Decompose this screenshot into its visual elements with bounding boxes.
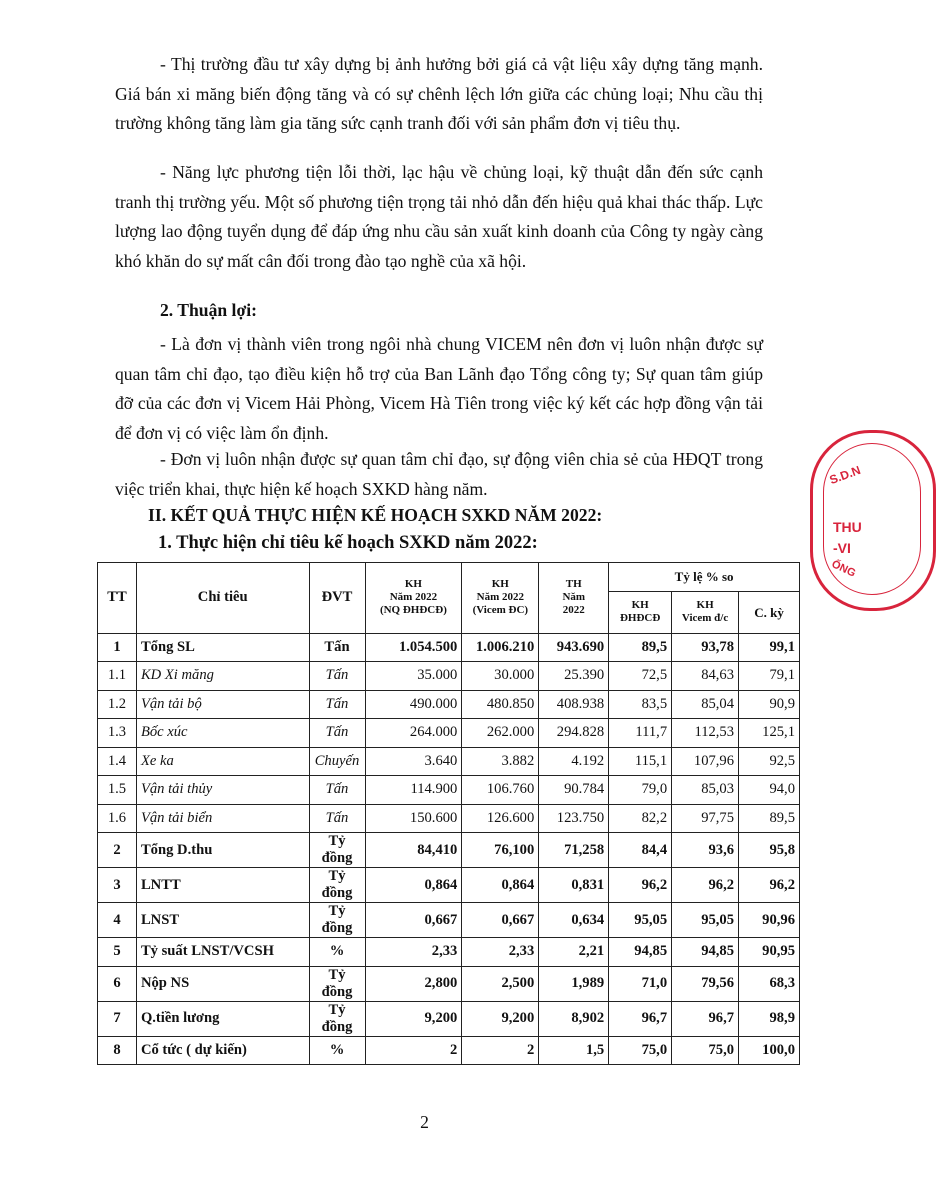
cell-unit: Tỷ đồng <box>309 868 365 903</box>
table-row <box>98 747 800 776</box>
cell-ratio-ck: 79,1 <box>739 662 800 691</box>
cell-kh-vicem: 9,200 <box>462 1001 539 1036</box>
header-tt: TT <box>98 563 137 634</box>
cell-th: 0,831 <box>539 868 609 903</box>
cell-th: 4.192 <box>539 747 609 776</box>
cell-th: 0,634 <box>539 903 609 938</box>
cell-ratio-ck: 98,9 <box>739 1001 800 1036</box>
cell-ratio-vicem: 107,96 <box>672 747 739 776</box>
paragraph-market-impact: - Thị trường đầu tư xây dựng bị ảnh hưởng bởi giá cả vật liệu xây dựng tăng mạnh. Giá bán xi măng biến động tăng và có sự chênh lệch lớn giữa các chủng loại; Nhu cầu thị trường không tăng làm gia tăng sức cạnh tranh đối với sản phẩm đơn vị tiêu thụ. <box>115 54 763 133</box>
cell-unit: Tấn <box>309 690 365 719</box>
paragraph-board-support: - Đơn vị luôn nhận được sự quan tâm chỉ đạo, sự động viên chia sẻ của HĐQT trong việc triển khai, thực hiện kế hoạch SXKD hàng năm. <box>115 449 763 499</box>
cell-kh-nq: 2,33 <box>365 938 462 967</box>
cell-kh-vicem: 1.006.210 <box>462 633 539 662</box>
cell-tt: 1.2 <box>98 690 137 719</box>
cell-ratio-vicem: 93,78 <box>672 633 739 662</box>
cell-kh-vicem: 2 <box>462 1036 539 1065</box>
cell-kh-vicem: 262.000 <box>462 719 539 748</box>
cell-indicator: LNST <box>136 903 309 938</box>
cell-ratio-dhdcd: 82,2 <box>609 804 672 833</box>
cell-ratio-dhdcd: 71,0 <box>609 966 672 1001</box>
cell-ratio-vicem: 95,05 <box>672 903 739 938</box>
cell-ratio-dhdcd: 72,5 <box>609 662 672 691</box>
cell-ratio-ck: 95,8 <box>739 833 800 868</box>
cell-indicator: Vận tải biển <box>136 804 309 833</box>
cell-th: 1,5 <box>539 1036 609 1065</box>
cell-ratio-ck: 125,1 <box>739 719 800 748</box>
cell-kh-vicem: 2,33 <box>462 938 539 967</box>
cell-ratio-ck: 90,9 <box>739 690 800 719</box>
cell-indicator: Vận tải bộ <box>136 690 309 719</box>
cell-ratio-vicem: 96,2 <box>672 868 739 903</box>
cell-tt: 1 <box>98 633 137 662</box>
cell-tt: 8 <box>98 1036 137 1065</box>
cell-ratio-ck: 68,3 <box>739 966 800 1001</box>
table-row <box>98 719 800 748</box>
cell-kh-vicem: 2,500 <box>462 966 539 1001</box>
cell-tt: 2 <box>98 833 137 868</box>
header-kh-nq-bottom: (NQ ĐHĐCĐ) <box>379 604 447 617</box>
header-kh-nq-mid: Năm 2022 <box>389 591 438 604</box>
cell-kh-nq: 0,864 <box>365 868 462 903</box>
cell-tt: 1.6 <box>98 804 137 833</box>
cell-ratio-dhdcd: 111,7 <box>609 719 672 748</box>
cell-indicator: LNTT <box>136 868 309 903</box>
header-th-mid: Năm <box>562 591 586 604</box>
cell-ratio-vicem: 85,03 <box>672 776 739 805</box>
cell-th: 71,258 <box>539 833 609 868</box>
cell-unit: Tỷ đồng <box>309 903 365 938</box>
cell-th: 90.784 <box>539 776 609 805</box>
table-row <box>98 776 800 805</box>
cell-indicator: Xe ka <box>136 747 309 776</box>
cell-ratio-dhdcd: 96,7 <box>609 1001 672 1036</box>
cell-indicator: Vận tải thủy <box>136 776 309 805</box>
cell-tt: 1.3 <box>98 719 137 748</box>
cell-kh-nq: 84,410 <box>365 833 462 868</box>
table-row <box>98 690 800 719</box>
cell-ratio-ck: 100,0 <box>739 1036 800 1065</box>
cell-kh-vicem: 0,864 <box>462 868 539 903</box>
header-ratio-vicem-bottom: Vicem đ/c <box>681 612 729 624</box>
table-row <box>98 633 800 662</box>
results-table <box>97 562 800 1065</box>
table-row <box>98 966 800 1001</box>
header-kh-nq-top: KH <box>404 578 422 591</box>
seal-text-middle-1: THU <box>833 519 862 535</box>
cell-kh-nq: 9,200 <box>365 1001 462 1036</box>
cell-kh-nq: 264.000 <box>365 719 462 748</box>
cell-kh-nq: 35.000 <box>365 662 462 691</box>
page-number: 2 <box>420 1112 429 1132</box>
cell-unit: Tỷ đồng <box>309 833 365 868</box>
cell-ratio-ck: 94,0 <box>739 776 800 805</box>
cell-unit: Tấn <box>309 776 365 805</box>
cell-indicator: Nộp NS <box>136 966 309 1001</box>
table-row <box>98 868 800 903</box>
cell-ratio-vicem: 112,53 <box>672 719 739 748</box>
cell-ratio-vicem: 85,04 <box>672 690 739 719</box>
cell-kh-vicem: 76,100 <box>462 833 539 868</box>
cell-ratio-ck: 89,5 <box>739 804 800 833</box>
cell-ratio-dhdcd: 94,85 <box>609 938 672 967</box>
cell-kh-nq: 0,667 <box>365 903 462 938</box>
cell-kh-vicem: 126.600 <box>462 804 539 833</box>
header-ratio-vicem <box>672 591 739 633</box>
cell-tt: 1.5 <box>98 776 137 805</box>
header-kh-vicem-mid: Năm 2022 <box>476 591 524 604</box>
header-ratio-ck: C. kỳ <box>739 591 800 633</box>
header-ratio-dhdcd <box>609 591 672 633</box>
cell-th: 294.828 <box>539 719 609 748</box>
cell-th: 408.938 <box>539 690 609 719</box>
header-kh-nq <box>365 563 462 634</box>
cell-kh-vicem: 3.882 <box>462 747 539 776</box>
cell-unit: % <box>309 1036 365 1065</box>
cell-unit: Tấn <box>309 633 365 662</box>
header-ratio-dhdcd-top: KH <box>631 599 649 611</box>
cell-unit: Tỷ đồng <box>309 1001 365 1036</box>
cell-ratio-ck: 90,96 <box>739 903 800 938</box>
cell-kh-nq: 3.640 <box>365 747 462 776</box>
cell-indicator: Q.tiền lương <box>136 1001 309 1036</box>
cell-indicator: Tổng SL <box>136 633 309 662</box>
cell-tt: 1.1 <box>98 662 137 691</box>
cell-kh-nq: 1.054.500 <box>365 633 462 662</box>
heading-section-ii: II. KẾT QUẢ THỰC HIỆN KẾ HOẠCH SXKD NĂM 2022: <box>148 505 603 525</box>
cell-ratio-dhdcd: 89,5 <box>609 633 672 662</box>
cell-ratio-ck: 99,1 <box>739 633 800 662</box>
header-kh-vicem-bottom: (Vicem ĐC) <box>472 604 529 617</box>
header-indicator: Chỉ tiêu <box>136 563 309 634</box>
cell-th: 8,902 <box>539 1001 609 1036</box>
paragraph-capacity: - Năng lực phương tiện lỗi thời, lạc hậu về chủng loại, kỹ thuật dẫn đến sức cạnh tranh thị trường yếu. Một số phương tiện trọng tải nhỏ dẫn đến hiệu quả khai thác thấp. Lực lượng lao động tuyển dụng để đáp ứng nhu cầu sản xuất kinh doanh của Công ty ngày càng khó khăn do sự mất cân đối trong đào tạo nghề của xã hội. <box>115 162 763 271</box>
cell-tt: 5 <box>98 938 137 967</box>
header-unit: ĐVT <box>309 563 365 634</box>
cell-tt: 7 <box>98 1001 137 1036</box>
seal-text-bottom: ỐNG <box>829 558 858 580</box>
cell-tt: 6 <box>98 966 137 1001</box>
header-th <box>539 563 609 634</box>
cell-ratio-ck: 96,2 <box>739 868 800 903</box>
cell-unit: Tấn <box>309 804 365 833</box>
cell-kh-nq: 2 <box>365 1036 462 1065</box>
cell-ratio-dhdcd: 79,0 <box>609 776 672 805</box>
table-row <box>98 804 800 833</box>
cell-indicator: Bốc xúc <box>136 719 309 748</box>
cell-tt: 3 <box>98 868 137 903</box>
seal-text-top: S.D.N <box>827 462 863 488</box>
cell-indicator: KD Xi măng <box>136 662 309 691</box>
cell-kh-nq: 150.600 <box>365 804 462 833</box>
cell-ratio-dhdcd: 96,2 <box>609 868 672 903</box>
heading-advantages: 2. Thuận lợi: <box>160 300 257 320</box>
cell-th: 25.390 <box>539 662 609 691</box>
table-row <box>98 1001 800 1036</box>
header-ratio-group: Tỷ lệ % so <box>609 563 800 592</box>
header-ratio-vicem-top: KH <box>696 599 714 611</box>
cell-ratio-vicem: 84,63 <box>672 662 739 691</box>
cell-kh-vicem: 480.850 <box>462 690 539 719</box>
cell-kh-vicem: 0,667 <box>462 903 539 938</box>
table-row <box>98 938 800 967</box>
cell-ratio-vicem: 97,75 <box>672 804 739 833</box>
cell-ratio-dhdcd: 75,0 <box>609 1036 672 1065</box>
header-ratio-dhdcd-bottom: ĐHĐCĐ <box>619 612 661 624</box>
cell-ratio-dhdcd: 83,5 <box>609 690 672 719</box>
cell-ratio-vicem: 79,56 <box>672 966 739 1001</box>
company-seal-stamp <box>810 430 936 611</box>
cell-indicator: Tổng D.thu <box>136 833 309 868</box>
cell-th: 2,21 <box>539 938 609 967</box>
cell-unit: % <box>309 938 365 967</box>
cell-unit: Chuyến <box>309 747 365 776</box>
cell-ratio-ck: 90,95 <box>739 938 800 967</box>
cell-tt: 1.4 <box>98 747 137 776</box>
cell-ratio-dhdcd: 84,4 <box>609 833 672 868</box>
cell-tt: 4 <box>98 903 137 938</box>
header-th-top: TH <box>565 578 582 591</box>
cell-ratio-vicem: 96,7 <box>672 1001 739 1036</box>
cell-indicator: Tỷ suất LNST/VCSH <box>136 938 309 967</box>
header-kh-vicem <box>462 563 539 634</box>
cell-ratio-dhdcd: 115,1 <box>609 747 672 776</box>
cell-unit: Tấn <box>309 719 365 748</box>
cell-ratio-vicem: 75,0 <box>672 1036 739 1065</box>
cell-ratio-vicem: 94,85 <box>672 938 739 967</box>
cell-th: 943.690 <box>539 633 609 662</box>
table-row <box>98 833 800 868</box>
cell-unit: Tấn <box>309 662 365 691</box>
heading-subsection-1: 1. Thực hiện chỉ tiêu kế hoạch SXKD năm 2022: <box>158 533 538 553</box>
seal-text-middle-2: -VI <box>833 540 851 556</box>
cell-indicator: Cổ tức ( dự kiến) <box>136 1036 309 1065</box>
cell-ratio-ck: 92,5 <box>739 747 800 776</box>
cell-ratio-vicem: 93,6 <box>672 833 739 868</box>
cell-kh-nq: 490.000 <box>365 690 462 719</box>
paragraph-vicem-support: - Là đơn vị thành viên trong ngôi nhà chung VICEM nên đơn vị luôn nhận được sự quan tâm chỉ đạo, tạo điều kiện hỗ trợ của Ban Lãnh đạo Tổng công ty; Sự quan tâm giúp đỡ của các đơn vị Vicem Hải Phòng, Vicem Hà Tiên trong việc ký kết các hợp đồng vận tải để đơn vị có việc làm ổn định. <box>115 334 763 443</box>
cell-th: 1,989 <box>539 966 609 1001</box>
header-th-bottom: 2022 <box>562 604 585 617</box>
table-row <box>98 662 800 691</box>
table-row <box>98 903 800 938</box>
cell-th: 123.750 <box>539 804 609 833</box>
cell-unit: Tỷ đồng <box>309 966 365 1001</box>
cell-kh-nq: 2,800 <box>365 966 462 1001</box>
cell-kh-vicem: 30.000 <box>462 662 539 691</box>
cell-kh-nq: 114.900 <box>365 776 462 805</box>
cell-kh-vicem: 106.760 <box>462 776 539 805</box>
cell-ratio-dhdcd: 95,05 <box>609 903 672 938</box>
header-kh-vicem-top: KH <box>491 578 509 591</box>
table-row <box>98 1036 800 1065</box>
